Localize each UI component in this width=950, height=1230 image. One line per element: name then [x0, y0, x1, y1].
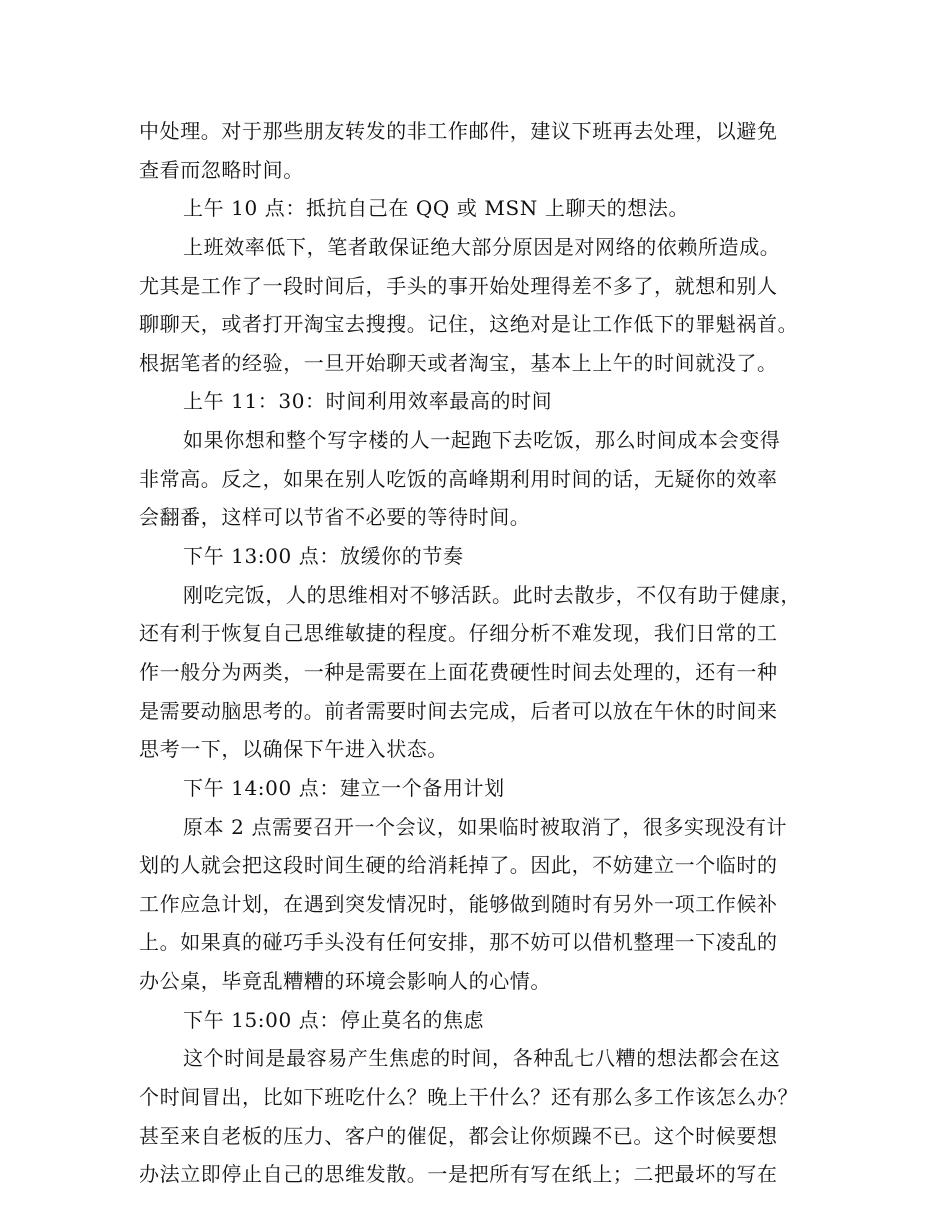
section-heading: 上午 10 点：抵抗自己在 QQ 或 MSN 上聊天的想法。: [183, 196, 690, 221]
body-text-line: 刚吃完饭，人的思维相对不够活跃。此时去散步，不仅有助于健康，: [183, 582, 801, 607]
body-text-line: 非常高。反之，如果在别人吃饭的高峰期利用时间的话，无疑你的效率: [139, 466, 778, 491]
section-heading: 下午 15:00 点：停止莫名的焦虑: [183, 1007, 485, 1032]
section-heading: 下午 13:00 点：放缓你的节奏: [183, 544, 464, 569]
body-text-line: 办公桌，毕竟乱糟糟的环境会影响人的心情。: [139, 969, 551, 994]
body-text-line: 如果你想和整个写字楼的人一起跑下去吃饭，那么时间成本会变得: [183, 428, 781, 453]
body-text-line: 尤其是工作了一段时间后，手头的事开始处理得差不多了，就想和别人: [139, 273, 778, 298]
body-text-line: 还有利于恢复自己思维敏捷的程度。仔细分析不难发现，我们日常的工: [139, 621, 778, 646]
section-heading: 下午 14:00 点：建立一个备用计划: [183, 775, 505, 800]
body-text-line: 这个时间是最容易产生焦虑的时间，各种乱七八糟的想法都会在这: [183, 1046, 781, 1071]
body-text-line: 上。如果真的碰巧手头没有任何安排，那不妨可以借机整理一下凌乱的: [139, 930, 778, 955]
body-text-line: 个时间冒出，比如下班吃什么？晚上干什么？还有那么多工作该怎么办？: [139, 1085, 799, 1110]
body-text-line: 查看而忽略时间。: [139, 157, 304, 182]
body-text-line: 作一般分为两类，一种是需要在上面花费硬性时间去处理的，还有一种: [139, 659, 778, 684]
body-text-line: 会翻番，这样可以节省不必要的等待时间。: [139, 505, 531, 530]
body-text-line: 聊聊天，或者打开淘宝去搜搜。记住，这绝对是让工作低下的罪魁祸首。: [139, 312, 799, 337]
body-text-line: 思考一下，以确保下午进入状态。: [139, 737, 448, 762]
body-text-line: 划的人就会把这段时间生硬的给消耗掉了。因此，不妨建立一个临时的: [139, 853, 778, 878]
body-text-line: 甚至来自老板的压力、客户的催促，都会让你烦躁不已。这个时候要想: [139, 1123, 778, 1148]
body-text-line: 原本 2 点需要召开一个会议，如果临时被取消了，很多实现没有计: [183, 814, 788, 839]
section-heading: 上午 11：30：时间利用效率最高的时间: [183, 389, 553, 414]
body-text-line: 是需要动脑思考的。前者需要时间去完成，后者可以放在午休的时间来: [139, 698, 778, 723]
document-body: [139, 112, 829, 1194]
body-text-line: 上班效率低下，笔者敢保证绝大部分原因是对网络的依赖所造成。: [183, 234, 781, 259]
body-text-line: 办法立即停止自己的思维发散。一是把所有写在纸上；二把最坏的写在: [139, 1162, 778, 1187]
body-text-line: 中处理。对于那些朋友转发的非工作邮件，建议下班再去处理，以避免: [139, 119, 778, 143]
body-text-line: 工作应急计划，在遇到突发情况时，能够做到随时有另外一项工作候补: [139, 891, 778, 916]
body-text-line: 根据笔者的经验，一旦开始聊天或者淘宝，基本上上午的时间就没了。: [139, 350, 778, 375]
